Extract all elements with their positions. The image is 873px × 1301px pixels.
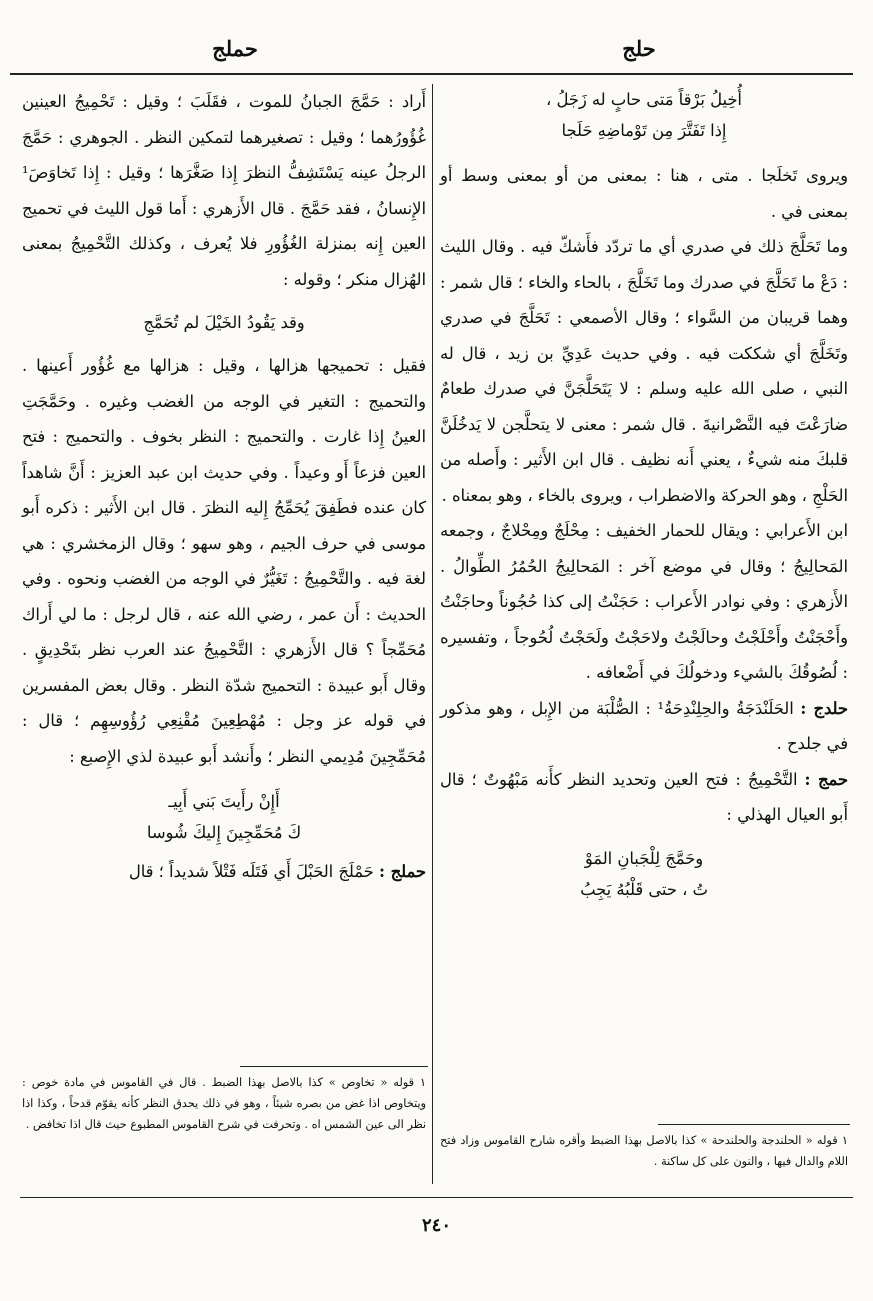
entry-hamlaj	[22, 854, 426, 890]
right-footnote: ١ قوله « الحلندجة والحلندحة » كذا بالاصل بهذا الضبط وأقره شارح القاموس وزاد فتح اللام والدال فيها ، والنون على كل ساكنة .	[440, 1134, 848, 1168]
paragraph: وما تَحَلَّجَ ذلك في صدري أي ما تردّد فأَشكّ فيه . وقال الليث : دَعْ ما تَحَلَّجَ في صدرك وما تَخَلَّجَ ، بالحاء والخاء ؛ قال شمر : وهما قريبان من السَّواء ؛ وقال الأصمعي : تَحَلَّجَ في صدري وتَخَلَّجَ أي شككت فيه . وفي حديث عَدِيِّ بن زيد ، قال له النبي ، صلى الله عليه وسلم : لا يَتَحَلَّجَنَّ في صدرك طعامٌ ضارَعْتَ فيه النَّصْرانيةَ . قال شمر : معنى لا يتحلَّجن لا يَدخُلَنَّ قلبكَ منه شيءٌ ، يعني أَنه نظيف . قال ابن الأَثير : وأَصله من الحَلْجِ ، وهو الحركة والاضطراب ، ويروى بالخاء ، وهو بمعناه .	[440, 237, 848, 505]
verse-line: كَ مُحَمِّجِينَ إِليكَ شُوسا	[146, 823, 302, 842]
entry-headword: حمج :	[804, 769, 848, 789]
entry-text: الحَلَنْدَجَةُ والحِلِنْدِحَةُ¹ : الصُّلْبَة من الإِبل ، وهو مذكور في جلدح .	[440, 698, 848, 753]
verse-line: وقد يَقُودُ الخَيْلَ لم تُحَمَّجِ	[143, 313, 305, 332]
left-column	[22, 84, 426, 890]
footer-rule	[20, 1197, 853, 1198]
right-footnote-rule	[658, 1124, 850, 1125]
verse-line: أَإِنْ رأَيتَ بَني أَبِيـ	[168, 792, 280, 811]
verse-line: إِذا تَفَتَّرَ مِن تَوْماضِهِ حَلَجا	[561, 121, 727, 140]
entry-text: التَّحْمِيجُ : فتح العين وتحديد النظر كأَنه مَبْهُوتٌ ؛ قال أَبو العيال الهذلي :	[440, 769, 848, 824]
header-rule	[10, 73, 853, 75]
entry-halandaj	[440, 691, 848, 762]
left-header-headword: حملج	[212, 36, 258, 61]
column-divider	[432, 84, 433, 1184]
paragraph: ويروى تَخلَجا . متى ، هنا : بمعنى من أو بمعنى وسط أو بمعنى في .	[440, 166, 848, 221]
verse-line: تُ ، حتى قَلْبُهُ يَجِبُ	[580, 879, 708, 899]
right-header-headword: حلج	[622, 36, 656, 61]
left-footnote-rule	[240, 1066, 428, 1067]
page-number: ٢٤٠	[421, 1215, 451, 1236]
verse-line: أُخِيلُ بَرْقاً مَتى حابٍ له زَجَلُ ،	[546, 90, 742, 109]
paragraph: ابن الأَعرابي : ويقال للحمار الخفيف : مِحْلَجٌ ومِحْلاجٌ ، وجمعه المَحالِيجُ ؛ وقال في موضع آخر : المَحالِيجُ الحُمُرُ الطِّوالُ . الأَزهري : وفي نوادر الأَعراب : حَجَنْتُ إلى كذا حُجُوناً وحاجَنْتُ وأَحْجَنْتُ وأَحْلَجْتُ وحالَجْتُ ولاحَجْتُ ولَحَجْتُ لُحُوجاً ، وتفسيره : لُصُوقُكَ بالشيء ودخولُكَ في أَضْعافه .	[440, 521, 848, 682]
right-column	[440, 84, 848, 905]
entry-headword: حملج :	[378, 862, 426, 881]
paragraph: فقيل : تحميجها هزالها ، وقيل : هزالها مع غُؤُور أَعينها . والتحميج : التغير في الوجه من الغضب وغيره . وحَمَّجَتِ العينُ إِذا غارت . والتحميج : النظر بخوف . والتحميج : فتح العين فزعاً أَو وعيداً . وفي حديث ابن عبد العزيز : أَنَّ شاهداً كان عنده فطَفِقَ يُحَمِّجُ إِليه النظرَ . قال ابن الأَثير : ذكره أَبو موسى في حرف الجيم ، وهو سهو ؛ وقال الزمخشري : هي لغة فيه . والتَّحْمِيجُ : تَغَيُّرٌ في الوجه من الغضب ونحوه . وفي الحديث : أَن عمر ، رضي الله عنه ، قال لرجل : ما لي أَراك مُحَمِّجاً ؟ قال الأَزهري : التَّحْمِيجُ عند العرب نظر بتَحْدِيقٍ . وقال أَبو عبيدة : التحميج شدّة النظر . وقال بعض المفسرين في قوله عز وجل : مُهْطِعِينَ مُقْنِعِي رُؤُوسِهِم ؛ قال : مُحَمِّجِينَ مُدِيمي النظر ؛ وأَنشد أَبو عبيدة لذي الإِصبع :	[22, 356, 426, 766]
entry-hamaj	[440, 762, 848, 833]
entry-text: حَمْلَجَ الحَبْلَ أَي فَتَلَه فَتْلاً شديداً ؛ قال	[128, 862, 374, 881]
left-footnote: ١ قوله « تخاوص » كذا بالاصل بهذا الضبط . قال في القاموس في مادة خوص : ويتخاوص اذا غض من بصره شيئاً ، وهو في ذلك يحدق النظر كأنه يقوّم قدحاً ، وكذا اذا نظر الى عين الشمس اه . وتحرفت في شرح القاموس المطبوع حيث قال اذا تخافض .	[22, 1076, 426, 1131]
paragraph: أَراد : حَمَّجَ الجبانُ للموت ، فقَلَبَ ؛ وقيل : تَحْمِيجُ العينين غُؤُورُهما ؛ وقيل : تصغيرهما لتمكين النظر . الجوهري : حَمَّجَ الرجلُ عينه يَسْتَشِفُّ النظرَ إِذا صَغَّرَها ؛ وقيل : إِذا تَخاوَصَ¹ الإِنسانُ ، فقد حَمَّجَ . قال الأَزهري : أَما قول الليث في تحميج العين إِنه بمنزلة الغُؤُورِ فلا يُعرف ، وكذلك التَّحْمِيجُ بمعنى الهُزال منكر ؛ وقوله :	[22, 92, 426, 289]
verse-line: وحَمَّجَ لِلْجَبانِ المَوْ	[584, 848, 704, 868]
entry-headword: حلدج :	[800, 698, 848, 718]
